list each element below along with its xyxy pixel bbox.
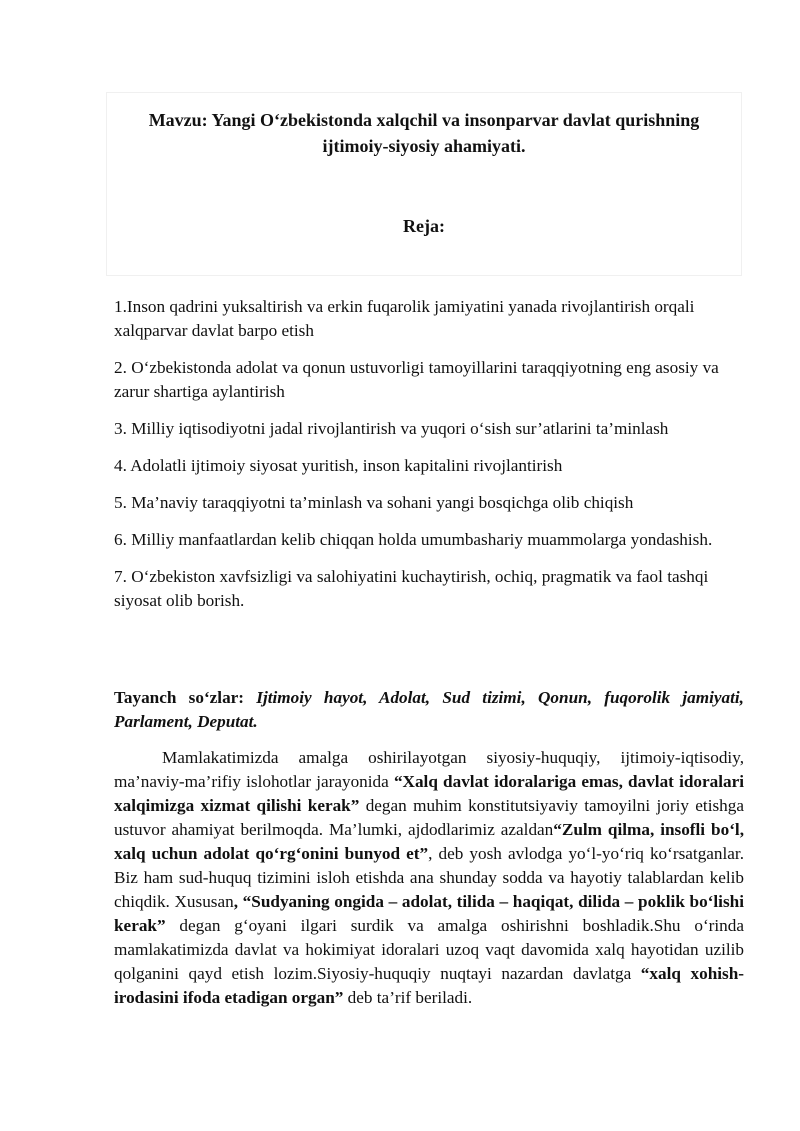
body-text-segment: Mamlakatimizda amalga oshirilayotgan siyosiy-huquqiy, ijtimoiy-iqtisodiy, ma’naviy-ma’rifiy islohotlar jarayonida [114,748,744,791]
quote-bold: , “Sudyaning ongida – adolat, tilida – haqiqat, dilida – poklik bo‘lishi kerak” [114,892,744,935]
plan-item: 6. Milliy manfaatlardan kelib chiqqan holda umumbashariy muammolarga yondashish. [114,530,713,549]
keywords-paragraph [114,686,744,734]
page-title: Mavzu: Yangi O‘zbekistonda xalqchil va insonparvar davlat qurishning ijtimoiy-siyosiy ahamiyati. [148,110,700,156]
keywords-list: Ijtimoiy hayot, Adolat, Sud tizimi, Qonun, fuqorolik jamiyati, Parlament, Deputat. [114,688,744,731]
keywords-label: Tayanch so‘zlar: [114,688,257,707]
title-box [106,92,742,276]
body-paragraph [114,746,744,1010]
quote-bold: “Xalq davlat idoralariga emas, davlat idoralari xalqimizga xizmat qilishi kerak” [114,772,744,815]
plan-heading: Reja: [403,216,445,236]
quote-bold: “Zulm qilma, insofli bo‘l, xalq uchun adolat qo‘rg‘onini bunyod et” [114,820,744,863]
body-text-segment: degan g‘oyani ilgari surdik va amalga oshirishni boshladik.Shu o‘rinda mamlakatimizda davlat va hokimiyat idoralari uzoq vaqt davomida xalq hayotidan uzilib qolganini qayd etish lozim.Siyosiy-huquqiy nuqtayi nazardan davlatga [114,916,744,983]
plan-item: 5. Ma’naviy taraqqiyotni ta’minlash va sohani yangi bosqichga olib chiqish [114,493,634,512]
quote-bold: “xalq xohish-irodasini ifoda etadigan organ” [114,964,744,1007]
body-text-segment: deb ta’rif beriladi. [343,988,473,1007]
plan-item: 1.Inson qadrini yuksaltirish va erkin fuqarolik jamiyatini yanada rivojlantirish orqali xalqparvar davlat barpo etish [114,297,695,340]
body-text-segment: , deb yosh avlodga yo‘l-yo‘riq ko‘rsatganlar. Biz ham sud-huquq tizimini isloh etishda ana shunday sodda va hayotiy talablardan kelib chiqdik. Xususan [114,844,744,911]
plan-item: 4. Adolatli ijtimoiy siyosat yuritish, inson kapitalini rivojlantirish [114,456,563,475]
plan-item: 2. O‘zbekistonda adolat va qonun ustuvorligi tamoyillarini taraqqiyotning eng asosiy va zarur shartiga aylantirish [114,358,719,401]
plan-list [114,295,744,626]
plan-item: 3. Milliy iqtisodiyotni jadal rivojlantirish va yuqori o‘sish sur’atlarini ta’minlash [114,419,669,438]
plan-item: 7. O‘zbekiston xavfsizligi va salohiyatini kuchaytirish, ochiq, pragmatik va faol tashqi siyosat olib borish. [114,567,709,610]
body-text-segment: degan muhim konstitutsiyaviy tamoyilni joriy etishga ustuvor ahamiyat berilmoqda. Ma’lumki, ajdodlarimiz azaldan [114,796,744,839]
